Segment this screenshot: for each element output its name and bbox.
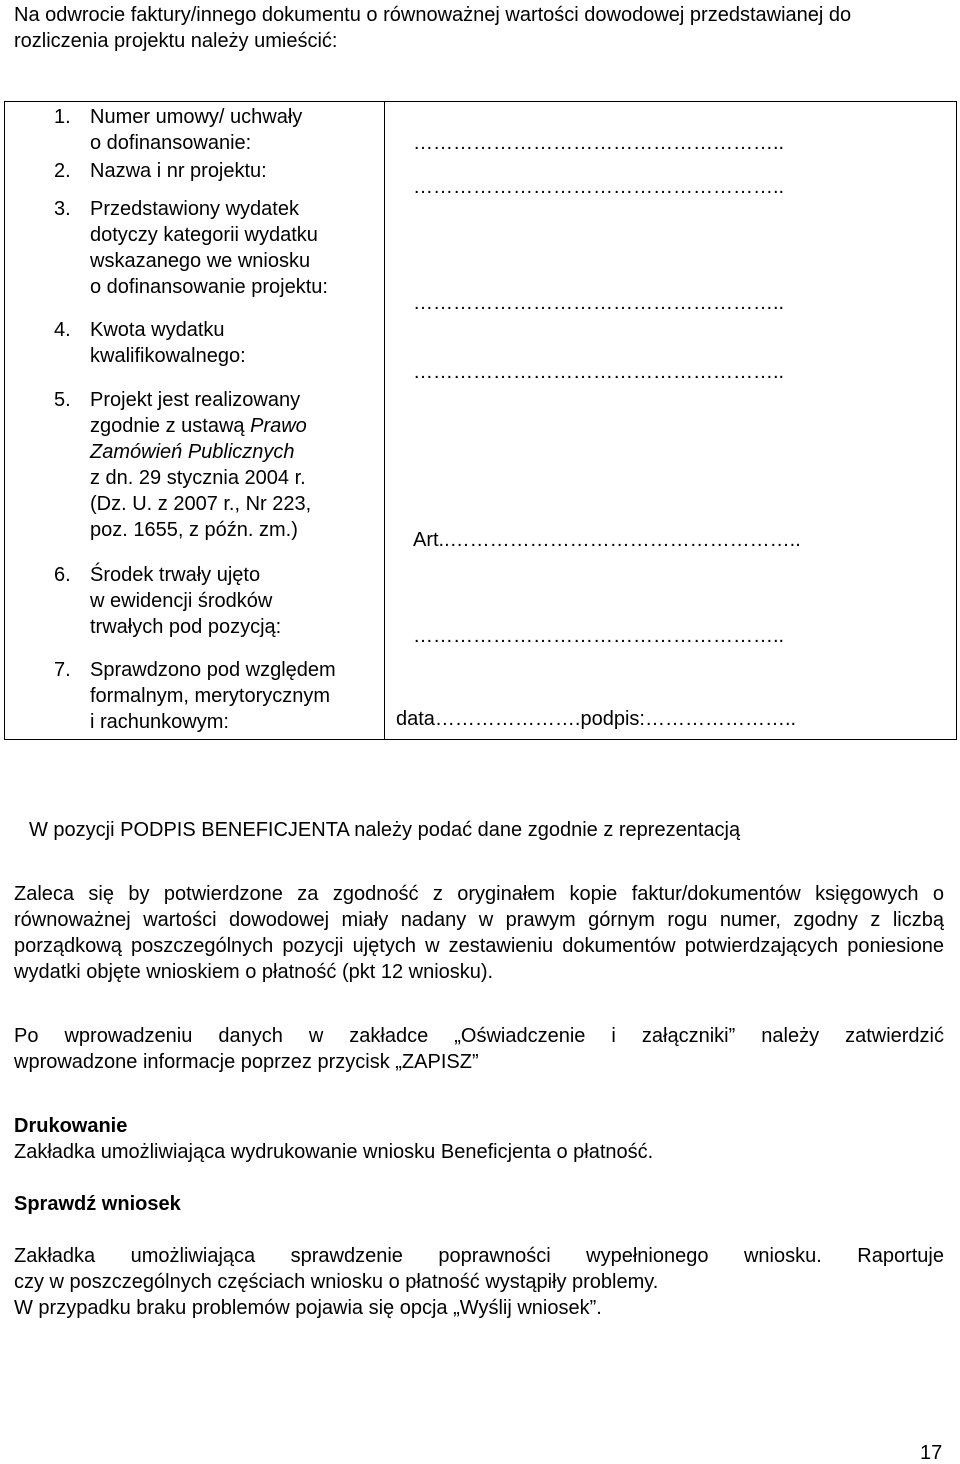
document-annotation-form: [4, 101, 957, 740]
form-item-contract-number: [5, 102, 384, 154]
item-label-line: formalnym, merytorycznym: [90, 685, 331, 707]
text-sprawdz-line3: W przypadku braku problemów pojawia się opcja „Wyślij wniosek”.: [14, 1297, 602, 1319]
item-label-italic: Prawo: [250, 415, 307, 437]
answer-verification: data………………….podpis:…………………..: [396, 708, 797, 730]
answer-public-procurement: Art..……………………………………………..: [413, 529, 801, 551]
item-label-line: o dofinansowanie:: [90, 132, 252, 154]
item-label-line: Kwota wydatku: [90, 319, 225, 341]
item-label-line: Numer umowy/ uchwały: [90, 106, 303, 128]
item-label-line: w ewidencji środków: [90, 590, 273, 612]
answer-eligible-amount: ………………………………………………..: [413, 361, 785, 383]
item-number: 4.: [54, 319, 71, 341]
note-signature: W pozycji PODPIS BENEFICJENTA należy podać dane zgodnie z reprezentacją: [29, 819, 741, 841]
form-labels-column: [5, 102, 385, 740]
paragraph-save-line1: Po wprowadzeniu danych w zakładce „Oświadczenie i załączniki” należy zatwierdzić: [14, 1025, 944, 1047]
form-item-verified: [5, 657, 384, 735]
paragraph-save-line2: wprowadzone informacje poprzez przycisk „ZAPISZ”: [14, 1051, 479, 1073]
item-label-line: i rachunkowym:: [90, 711, 229, 733]
form-answers-column: [385, 102, 957, 740]
item-label-line: dotyczy kategorii wydatku: [90, 224, 318, 246]
text-drukowanie: Zakładka umożliwiająca wydrukowanie wniosku Beneficjenta o płatność.: [14, 1141, 654, 1163]
answer-project-name: ………………………………………………..: [413, 176, 785, 198]
item-label-line: Środek trwały ujęto: [90, 564, 261, 586]
item-label-line: kwalifikowalnego:: [90, 345, 246, 367]
item-label-line: z dn. 29 stycznia 2004 r.: [90, 467, 306, 489]
answer-fixed-asset: ………………………………………………..: [413, 625, 785, 647]
item-number: 3.: [54, 198, 71, 220]
item-number: 7.: [54, 659, 71, 681]
item-label-line: wskazanego we wniosku: [90, 250, 311, 272]
item-label-text: zgodnie z ustawą: [90, 415, 245, 437]
item-number: 5.: [54, 389, 71, 411]
intro-paragraph: Na odwrocie faktury/innego dokumentu o równoważnej wartości dowodowej przedstawianej do rozliczenia projektu należy umieścić:: [14, 4, 852, 52]
item-label-italic: Zamówień Publicznych: [90, 441, 295, 463]
item-label-line: (Dz. U. z 2007 r., Nr 223,: [90, 493, 312, 515]
item-label-line: [90, 413, 384, 439]
item-number: 2.: [54, 160, 71, 182]
form-item-project-name: [5, 158, 384, 184]
item-label-line: Nazwa i nr projektu:: [90, 160, 267, 182]
answer-contract-number: ………………………………………………..: [413, 132, 785, 154]
page-number: 17: [920, 1442, 943, 1464]
form-item-fixed-asset: [5, 562, 384, 640]
item-label-line: [90, 439, 384, 465]
answer-expense-category: ………………………………………………..: [413, 292, 785, 314]
heading-drukowanie: Drukowanie: [14, 1115, 128, 1137]
item-number: 1.: [54, 106, 71, 128]
item-label-line: trwałych pod pozycją:: [90, 616, 282, 638]
item-label-line: poz. 1655, z późn. zm.): [90, 519, 298, 541]
heading-sprawdz-wniosek: Sprawdź wniosek: [14, 1193, 181, 1215]
paragraph-copies-numbering: Zaleca się by potwierdzone za zgodność z oryginałem kopie faktur/dokumentów księgowych o równoważnej wartości dowodowej miały nadany w prawym górnym rogu numer, zgodny z liczbą porządkową poszczególnych pozycji ujętych w zestawieniu dokumentów potwierdzających poniesione wydatki objęte wnioskiem o płatność (pkt 12 wniosku).: [14, 883, 944, 983]
item-number: 6.: [54, 564, 71, 586]
text-sprawdz-line2: czy w poszczególnych częściach wniosku o płatność wystąpiły problemy.: [14, 1271, 659, 1293]
item-label-line: Projekt jest realizowany: [90, 389, 301, 411]
form-item-expense-category: [5, 196, 384, 300]
text-sprawdz-line1: Zakładka umożliwiająca sprawdzenie poprawności wypełnionego wniosku. Raportuje: [14, 1245, 944, 1267]
item-label-line: Przedstawiony wydatek: [90, 198, 299, 220]
form-item-public-procurement: [5, 387, 384, 543]
item-label-line: Sprawdzono pod względem: [90, 659, 336, 681]
item-label-line: o dofinansowanie projektu:: [90, 276, 328, 298]
form-item-eligible-amount: [5, 317, 384, 369]
